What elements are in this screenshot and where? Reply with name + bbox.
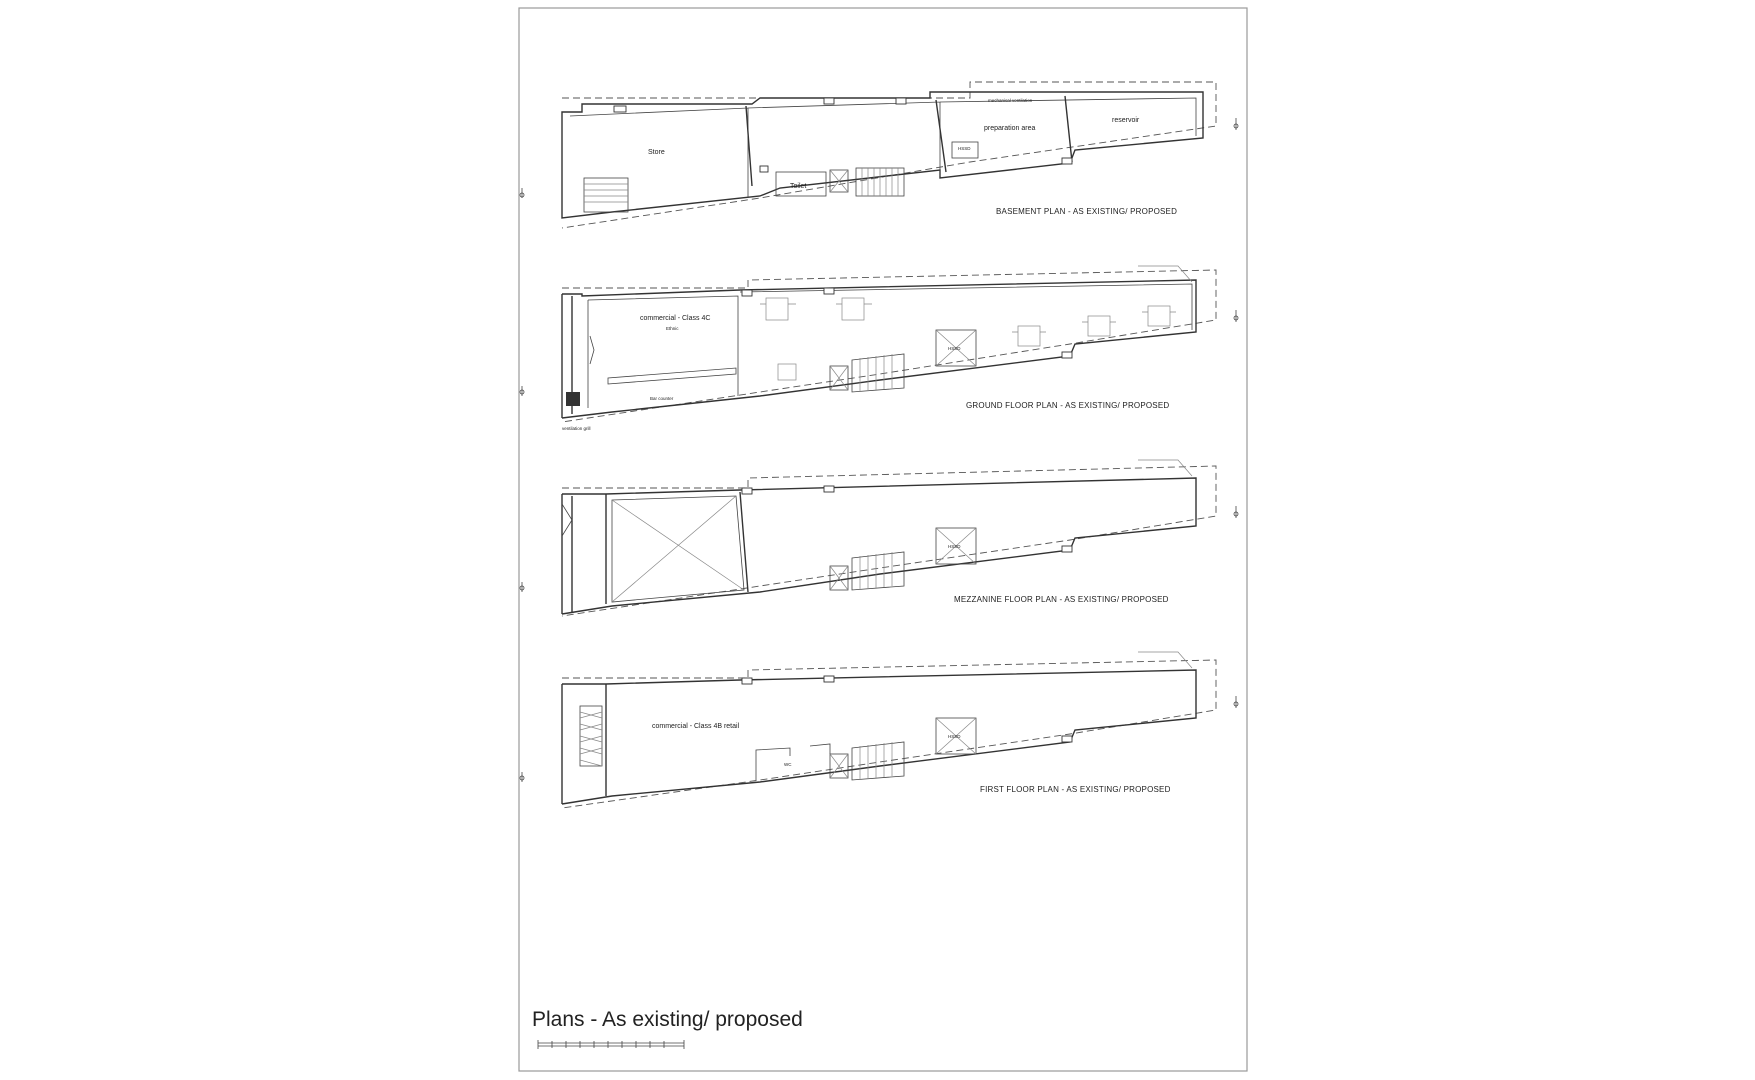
room-label: commercial - Class 4C: [640, 315, 711, 322]
room-label: WC: [784, 762, 792, 767]
room-label: ventilation grill: [562, 426, 591, 431]
plan-caption: MEZZANINE FLOOR PLAN - AS EXISTING/ PROPOSED: [954, 595, 1169, 604]
room-label: commercial - Class 4B retail: [652, 723, 740, 730]
plan-caption: FIRST FLOOR PLAN - AS EXISTING/ PROPOSED: [980, 785, 1171, 794]
room-label: mechanical ventilation: [988, 98, 1033, 103]
room-label: HSSD: [958, 146, 971, 151]
room-label: Toilet: [790, 183, 807, 190]
plan-caption: BASEMENT PLAN - AS EXISTING/ PROPOSED: [996, 207, 1178, 216]
room-label: HSSD: [948, 544, 961, 549]
room-label: HSSD: [948, 734, 961, 739]
room-label: Bar counter: [650, 396, 674, 401]
room-label: Ethnic: [666, 326, 679, 331]
plan-caption: GROUND FLOOR PLAN - AS EXISTING/ PROPOSED: [966, 401, 1170, 410]
room-label: Store: [648, 149, 665, 156]
room-label: HSSD: [948, 346, 961, 351]
room-label: reservoir: [1112, 117, 1140, 124]
sheet-title: Plans - As existing/ proposed: [532, 1008, 803, 1031]
sheet-border: [519, 8, 1247, 1071]
room-label: preparation area: [984, 125, 1036, 132]
